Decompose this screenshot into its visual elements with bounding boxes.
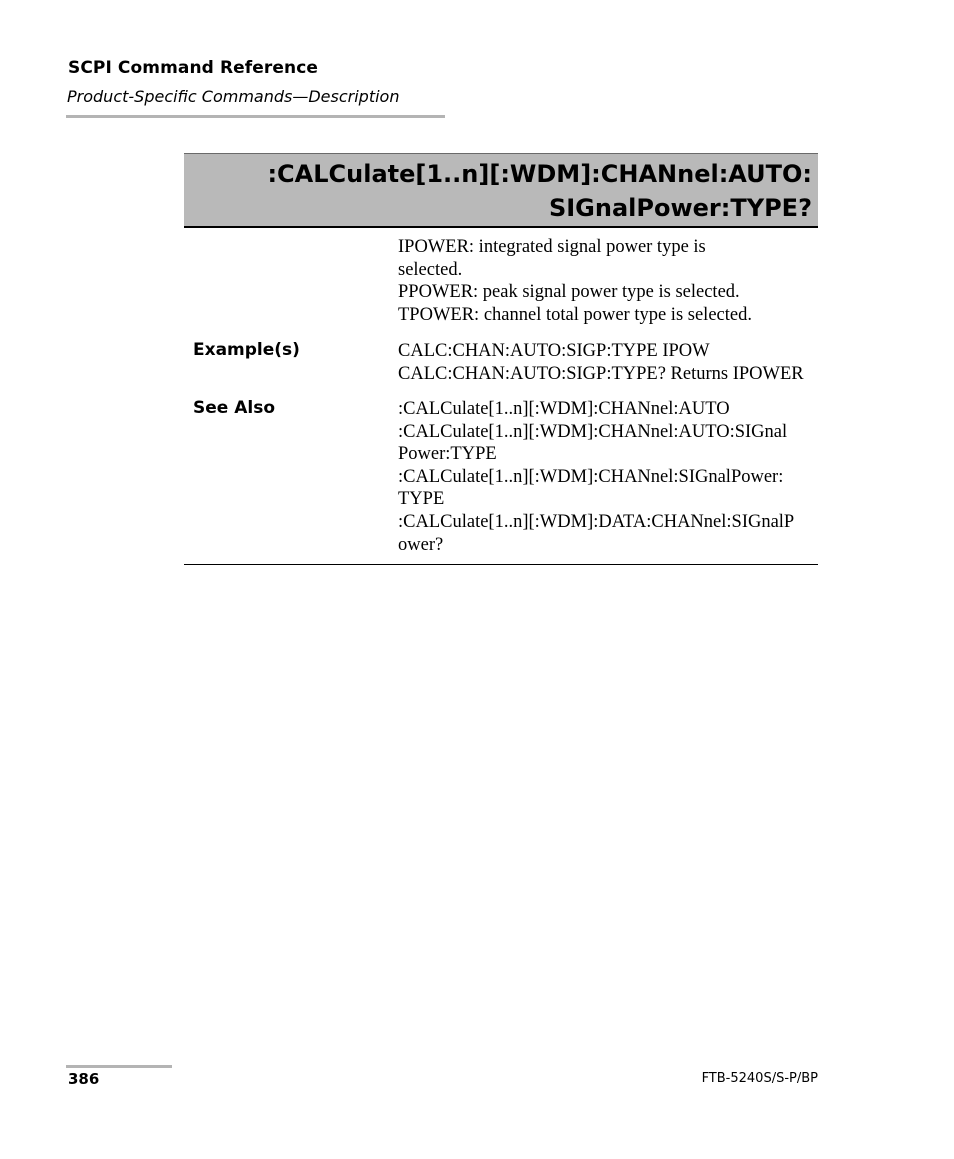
examples-label: Example(s) bbox=[193, 340, 300, 360]
command-title-line-2: SIGnalPower:TYPE? bbox=[548, 194, 812, 222]
running-header-subtitle: Product-Specific Commands—Description bbox=[67, 87, 400, 106]
see-also-line: ower? bbox=[398, 534, 444, 555]
header-rule bbox=[66, 115, 445, 118]
command-banner bbox=[184, 153, 818, 228]
see-also-line: :CALCulate[1..n][:WDM]:CHANnel:AUTO:SIGnal bbox=[398, 421, 788, 442]
see-also-label: See Also bbox=[193, 398, 276, 418]
footer-rule bbox=[66, 1065, 172, 1068]
table-bottom-rule bbox=[184, 564, 818, 565]
response-line: IPOWER: integrated signal power type is bbox=[398, 237, 706, 257]
response-line: TPOWER: channel total power type is selected. bbox=[398, 304, 752, 325]
see-also-line: :CALCulate[1..n][:WDM]:DATA:CHANnel:SIGnalP bbox=[398, 511, 795, 532]
examples-content bbox=[398, 340, 818, 385]
see-also-line: :CALCulate[1..n][:WDM]:CHANnel:AUTO bbox=[398, 399, 730, 419]
page-number: 386 bbox=[68, 1070, 100, 1088]
response-description bbox=[398, 236, 818, 326]
response-line: selected. bbox=[398, 259, 463, 280]
response-line: PPOWER: peak signal power type is selected. bbox=[398, 282, 740, 303]
see-also-content bbox=[398, 398, 818, 556]
see-also-line: Power:TYPE bbox=[398, 444, 497, 465]
command-title-line-1: :CALCulate[1..n][:WDM]:CHANnel:AUTO: bbox=[267, 160, 812, 188]
example-line: CALC:CHAN:AUTO:SIGP:TYPE? Returns IPOWER bbox=[398, 363, 804, 384]
command-title bbox=[267, 157, 812, 225]
running-header-title: SCPI Command Reference bbox=[68, 58, 319, 78]
see-also-line: TYPE bbox=[398, 489, 445, 510]
model-number: FTB-5240S/S-P/BP bbox=[701, 1071, 818, 1086]
example-line: CALC:CHAN:AUTO:SIGP:TYPE IPOW bbox=[398, 341, 710, 361]
see-also-line: :CALCulate[1..n][:WDM]:CHANnel:SIGnalPower: bbox=[398, 466, 784, 487]
